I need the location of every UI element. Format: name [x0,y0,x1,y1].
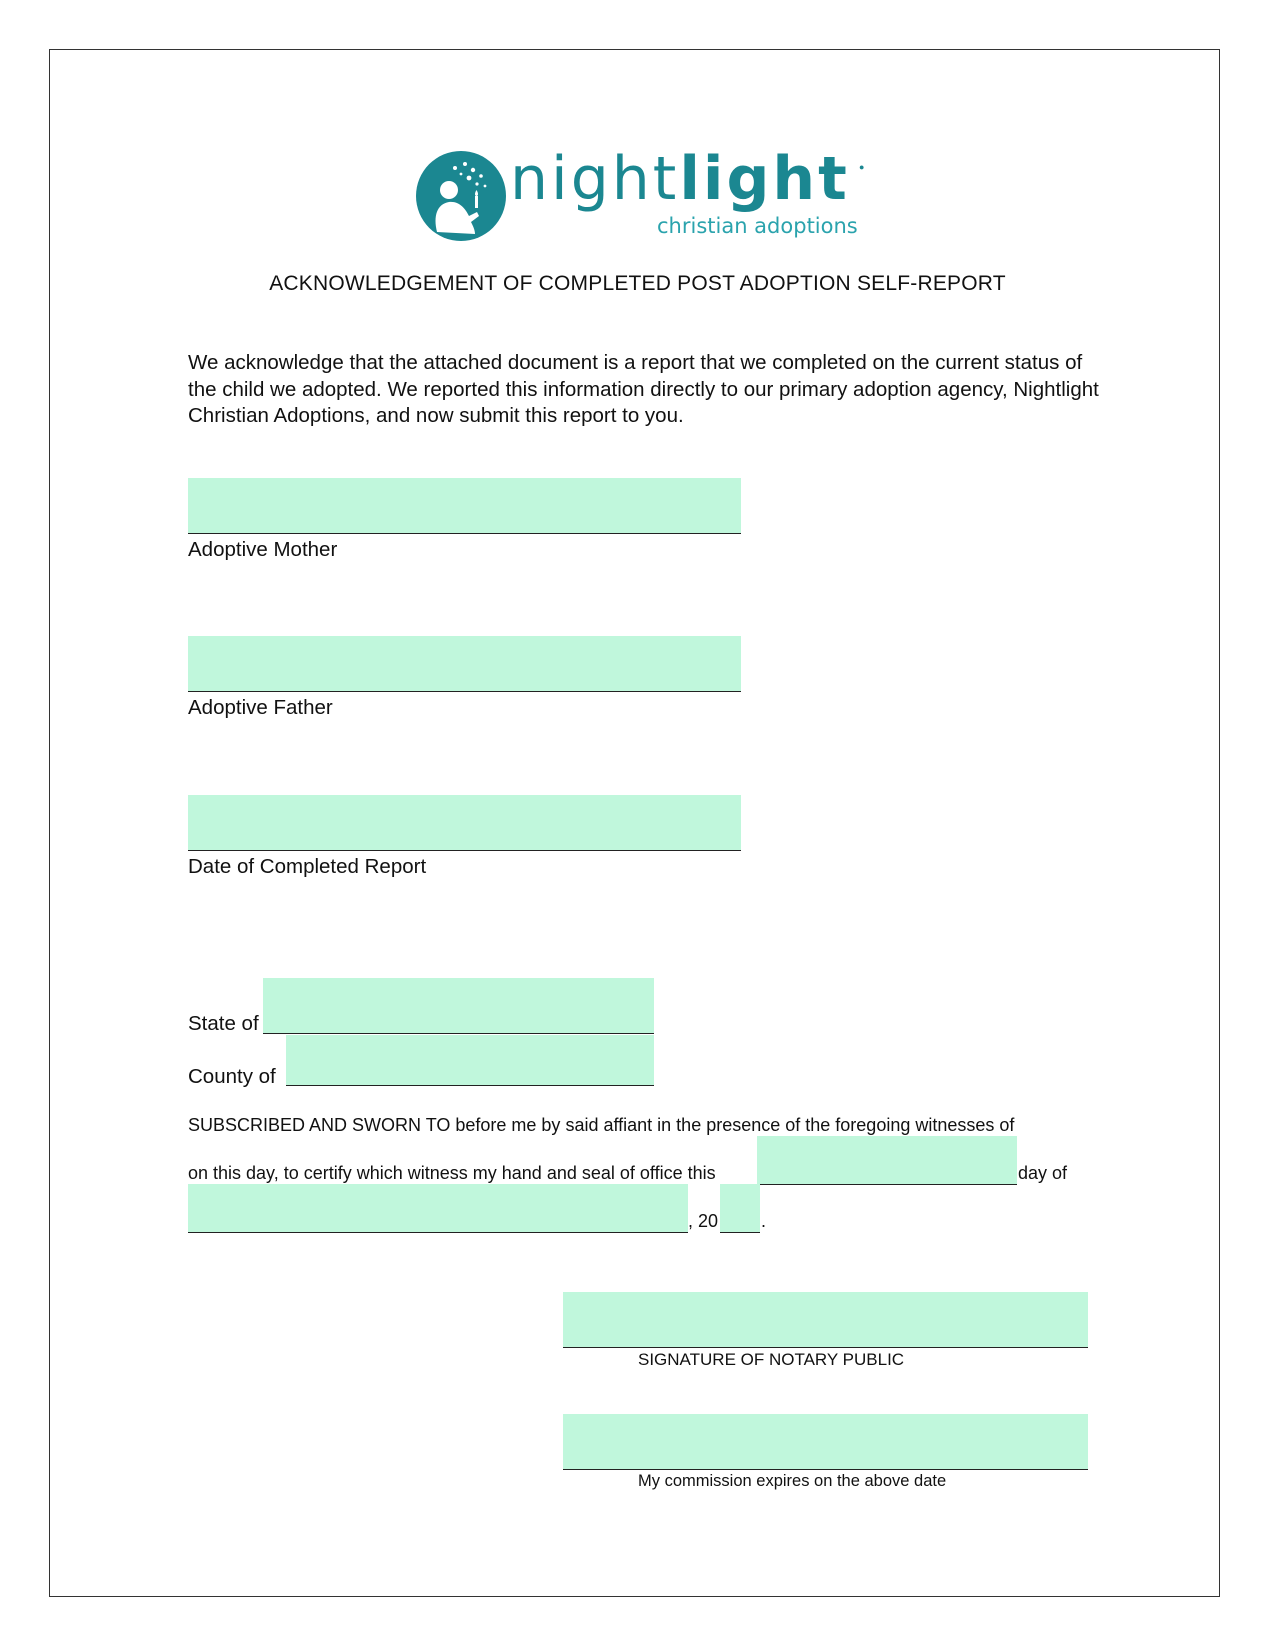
commission-expiry-field[interactable] [563,1414,1088,1470]
page-title: ACKNOWLEDGEMENT OF COMPLETED POST ADOPTION SELF-REPORT [269,272,1006,295]
notary-signature-label: SIGNATURE OF NOTARY PUBLIC [638,1350,905,1369]
state-field[interactable] [263,978,654,1034]
report-date-label: Date of Completed Report [188,855,427,878]
notary-day-of-text: day of [1018,1163,1068,1183]
report-date-field[interactable] [188,795,741,851]
notary-statement-line2: on this day, to certify which witness my hand and seal of office this [188,1163,716,1183]
notary-month-field[interactable] [188,1184,688,1233]
adoptive-mother-label: Adoptive Mother [188,538,338,561]
state-label: State of [188,1012,259,1035]
commission-expiry-label: My commission expires on the above date [638,1472,947,1490]
year-suffix-text: . [761,1211,767,1231]
year-prefix-text: , 20 [688,1211,719,1231]
notary-year-field[interactable] [720,1184,760,1233]
child-candle-logo-icon [415,150,507,242]
county-label: County of [188,1065,276,1088]
adoptive-father-label: Adoptive Father [188,696,333,719]
county-field[interactable] [286,1035,654,1086]
adoptive-father-field[interactable] [188,636,741,692]
adoptive-mother-field[interactable] [188,478,741,534]
notary-signature-field[interactable] [563,1292,1088,1348]
notary-statement-line1: SUBSCRIBED AND SWORN TO before me by said affiant in the presence of the foregoing witnesses of [188,1115,1015,1135]
acknowledgement-paragraph: We acknowledge that the attached document is a report that we completed on the current status of the child we adopted. We reported this information directly to our primary adoption agency, Nightlight Christian Adoptions, and now submit this report to you. [188,351,1099,427]
logo-wordmark: nightlight [510,144,850,214]
logo-tagline: christian adoptions [657,214,858,238]
nightlight-logo [415,144,875,242]
registered-mark: ● [859,162,865,172]
notary-day-field[interactable] [757,1136,1017,1185]
